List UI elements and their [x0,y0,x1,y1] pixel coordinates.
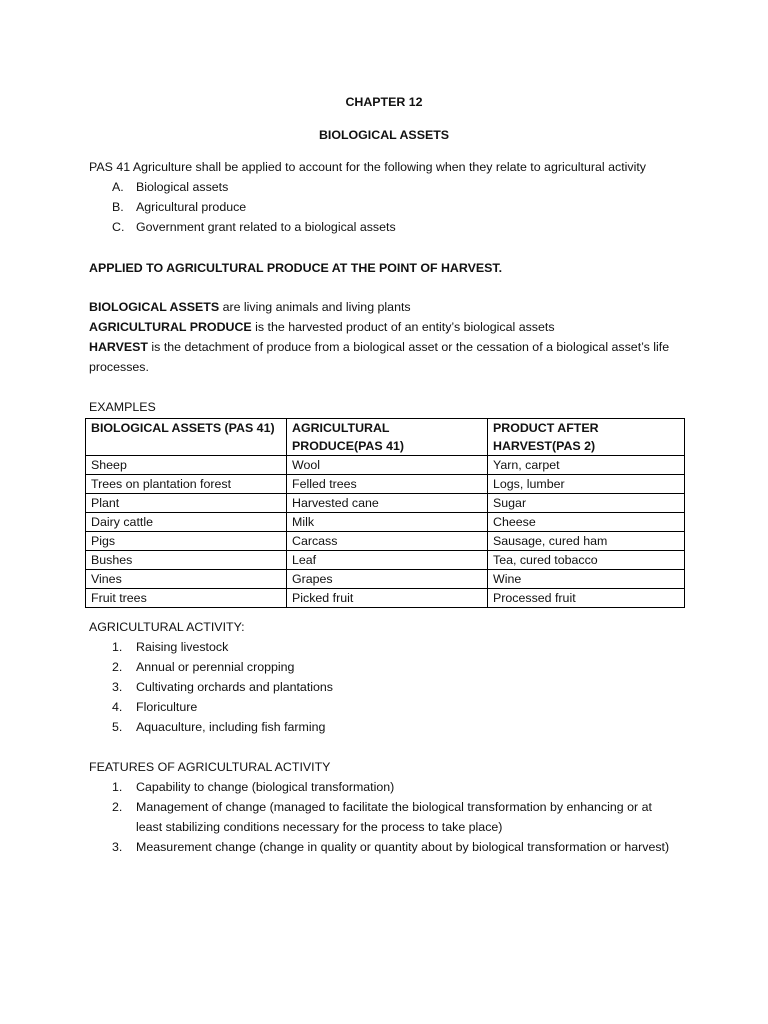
table-row [86,456,685,475]
table-row [86,494,685,513]
list-item: 1. Capability to change (biological transformation) [112,780,395,794]
features-heading: FEATURES OF AGRICULTURAL ACTIVITY [89,760,331,774]
table-cell: Pigs [86,532,287,551]
table-cell: Processed fruit [488,589,685,608]
examples-heading: EXAMPLES [89,400,156,414]
list-item: 4. Floriculture [112,700,198,714]
table-cell: Yarn, carpet [488,456,685,475]
intro-paragraph: PAS 41 Agriculture shall be applied to account for the following when they relate to agricultural activity [89,160,646,174]
table-cell: Logs, lumber [488,475,685,494]
table-cell: Wine [488,570,685,589]
table-cell: Sausage, cured ham [488,532,685,551]
table-cell: Felled trees [287,475,488,494]
table-cell: Fruit trees [86,589,287,608]
table-cell: Carcass [287,532,488,551]
table-row [86,532,685,551]
table-cell: Vines [86,570,287,589]
list-item: 1. Raising livestock [112,640,229,654]
table-cell: Leaf [287,551,488,570]
table-row [86,551,685,570]
definition-agricultural-produce: AGRICULTURAL PRODUCE is the harvested product of an entity’s biological assets [89,320,555,334]
table-cell: Grapes [287,570,488,589]
intro-list [112,177,396,237]
table-cell: Tea, cured tobacco [488,551,685,570]
definition-harvest: HARVEST is the detachment of produce from a biological asset or the cessation of a biological asset’s life processes. [89,340,670,374]
list-item: 3. Measurement change (change in quality or quantity about by biological transformation or harvest) [112,840,670,854]
activity-heading: AGRICULTURAL ACTIVITY: [89,620,245,634]
list-item: C. Government grant related to a biological assets [112,220,396,234]
table-cell: Plant [86,494,287,513]
list-item: B. Agricultural produce [112,200,247,214]
table-header-cell: AGRICULTURAL PRODUCE(PAS 41) [287,419,488,456]
table-cell: Trees on plantation forest [86,475,287,494]
table-row [86,570,685,589]
table-cell: Harvested cane [287,494,488,513]
definition-biological-assets: BIOLOGICAL ASSETS are living animals and living plants [89,300,411,314]
table-cell: Milk [287,513,488,532]
table-cell: Sheep [86,456,287,475]
table-cell: Wool [287,456,488,475]
table-row [86,589,685,608]
table-header-cell: PRODUCT AFTER HARVEST(PAS 2) [488,419,685,456]
definitions [89,297,689,377]
table-cell: Dairy cattle [86,513,287,532]
list-item: A. Biological assets [112,180,229,194]
table-cell: Bushes [86,551,287,570]
table-row [86,475,685,494]
list-item: 2. Annual or perennial cropping [112,660,295,674]
applied-statement: APPLIED TO AGRICULTURAL PRODUCE AT THE POINT OF HARVEST. [89,261,503,275]
table-row [86,513,685,532]
activity-list [112,637,333,737]
features-list [112,777,672,857]
chapter-heading: CHAPTER 12 [345,95,423,109]
list-item: 5. Aquaculture, including fish farming [112,720,326,734]
table-cell: Cheese [488,513,685,532]
table-header-cell: BIOLOGICAL ASSETS (PAS 41) [86,419,287,456]
table-cell: Sugar [488,494,685,513]
table-header-row [86,419,685,456]
list-item: 3. Cultivating orchards and plantations [112,680,333,694]
list-item: 2. Management of change (managed to facilitate the biological transformation by enhancing or at least stabilizing conditions necessary for the process to take place) [112,800,652,834]
examples-table [85,418,685,608]
table-cell: Picked fruit [287,589,488,608]
page-title: BIOLOGICAL ASSETS [318,128,450,142]
